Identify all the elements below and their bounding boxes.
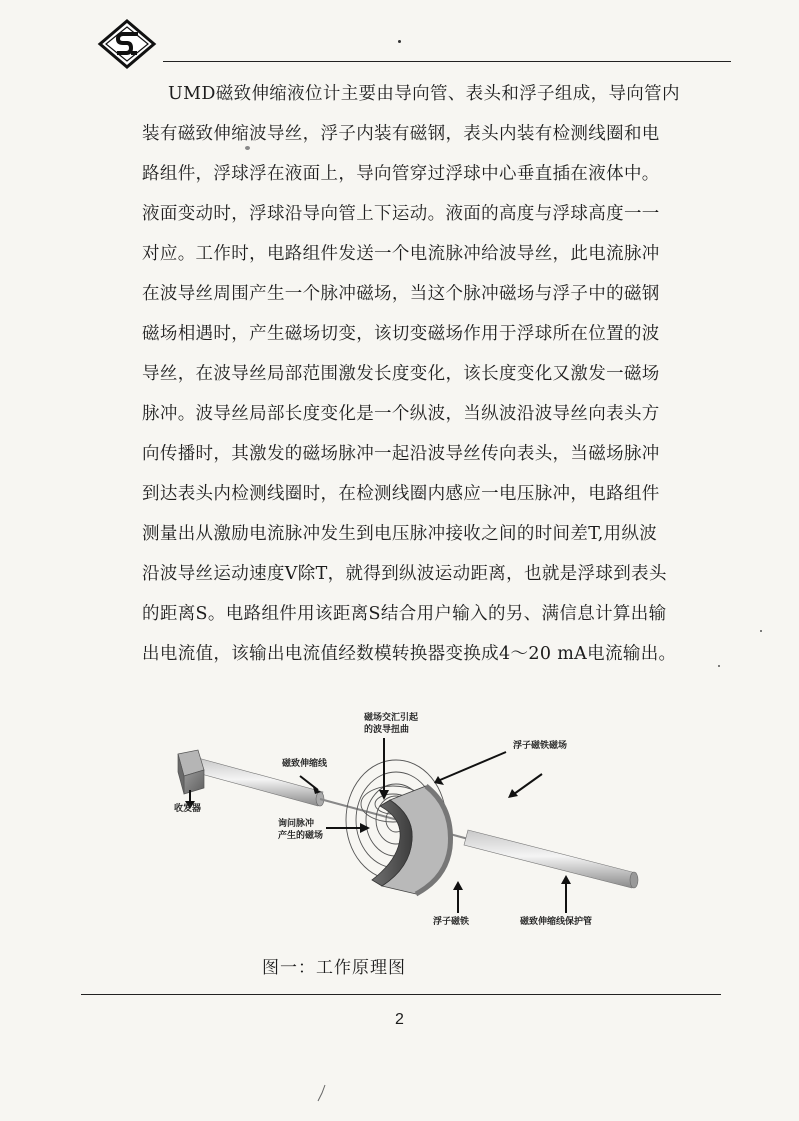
float-magnet <box>372 786 451 894</box>
body-line: 到达表头内检测线圈时，在检测线圈内感应一电压脉冲，电路组件 <box>142 484 660 504</box>
footer-rule <box>81 994 721 995</box>
company-logo-icon <box>97 19 157 69</box>
label-float-magnet: 浮子磁铁 <box>433 917 470 927</box>
body-line: UMD磁致伸缩液位计主要由导向管、表头和浮子组成，导向管内 <box>168 84 680 104</box>
label-float-field: 浮子磁铁磁场 <box>513 741 568 751</box>
body-line: 装有磁致伸缩波导丝，浮子内装有磁钢，表头内装有检测线圈和电 <box>142 124 660 144</box>
label-pulse-1: 询问脉冲 <box>278 819 315 829</box>
arrow-float-field <box>440 752 506 780</box>
label-pulse-2: 产生的磁场 <box>278 831 324 841</box>
scan-speck <box>718 665 720 667</box>
scan-mark <box>316 1081 332 1103</box>
header-speck <box>398 40 401 43</box>
body-line: 磁场相遇时，产生磁场切变，该切变磁场作用于浮球所在位置的波 <box>142 324 660 344</box>
figure-caption: 图一：工作原理图 <box>262 958 406 978</box>
body-line: 路组件，浮球浮在液面上，导向管穿过浮球中心垂直插在液体中。 <box>142 164 660 184</box>
body-line: 对应。工作时，电路组件发送一个电流脉冲给波导丝，此电流脉冲 <box>142 244 660 264</box>
arrow-float-field-2 <box>514 774 542 794</box>
body-line: 的距离S。电路组件用该距离S结合用户输入的另、满信息计算出输 <box>142 604 667 624</box>
body-line: 在波导丝周围产生一个脉冲磁场，当这个脉冲磁场与浮子中的磁钢 <box>142 284 660 304</box>
body-line: 液面变动时，浮球沿导向管上下运动。液面的高度与浮球高度一一 <box>142 204 660 224</box>
scan-speck <box>245 146 250 150</box>
body-line: 出电流值，该输出电流值经数模转换器变换成4～20 mA电流输出。 <box>142 644 677 664</box>
label-twist-2: 的波导扭曲 <box>364 725 410 735</box>
body-line: 测量出从激励电流脉冲发生到电压脉冲接收之间的时间差T,用纵波 <box>142 524 658 544</box>
body-line: 向传播时，其激发的磁场脉冲一起沿波导丝传向表头，当磁场脉冲 <box>142 444 660 464</box>
body-line: 脉冲。波导丝局部长度变化是一个纵波，当纵波沿波导丝向表头方 <box>142 404 660 424</box>
page-number: 2 <box>395 1011 404 1028</box>
right-protective-tube <box>464 830 638 888</box>
label-transceiver: 收发器 <box>174 804 202 814</box>
label-twist-1: 磁场交汇引起 <box>364 713 419 723</box>
body-line: 沿波导丝运动速度V除T，就得到纵波运动距离，也就是浮球到表头 <box>142 564 667 584</box>
transceiver-box <box>178 750 204 794</box>
working-principle-diagram <box>168 708 648 930</box>
header-rule <box>163 61 731 62</box>
label-wire: 磁致伸缩线 <box>282 759 328 769</box>
label-tube: 磁致伸缩线保护管 <box>520 917 593 927</box>
body-paragraph <box>142 74 702 674</box>
scan-speck <box>760 630 762 632</box>
body-line: 导丝，在波导丝局部范围激发长度变化，该长度变化又激发一磁场 <box>142 364 660 384</box>
